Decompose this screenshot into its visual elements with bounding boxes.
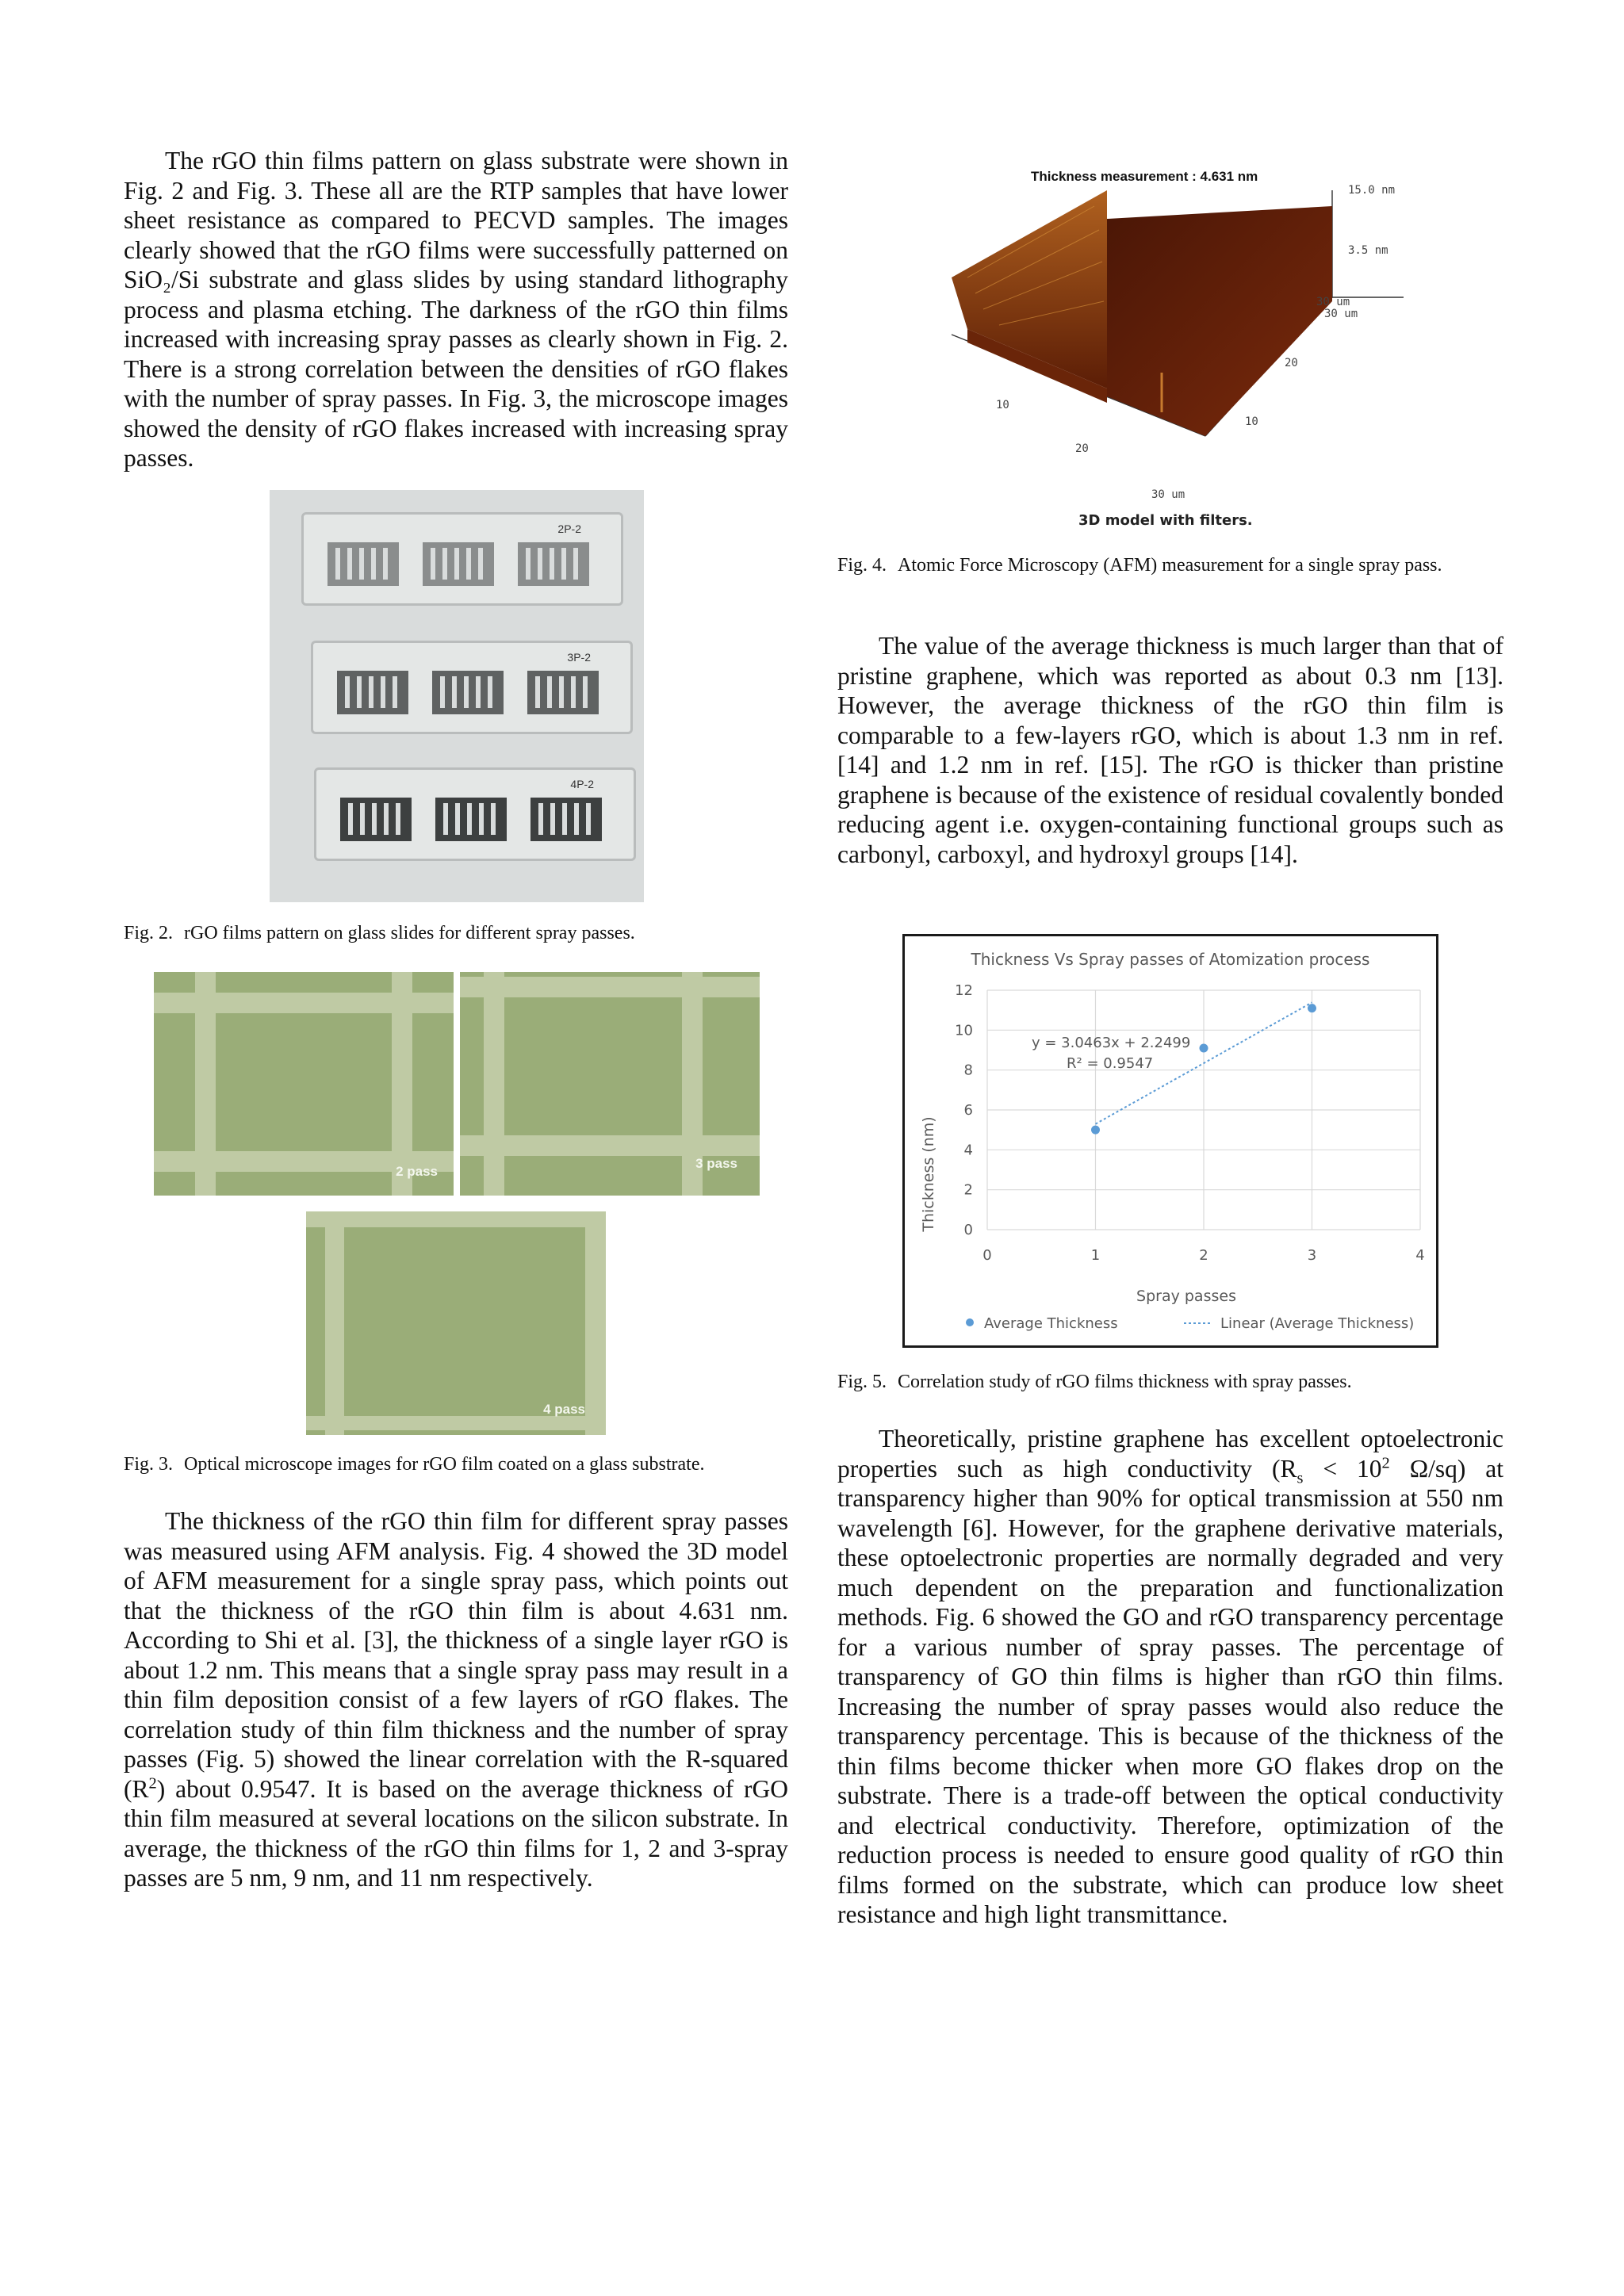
slide-label-3: 4P-2 (570, 778, 594, 790)
micrograph-3-pass (460, 972, 760, 1196)
fig2-caption (124, 921, 788, 945)
micrograph-label-3: 3 pass (695, 1156, 737, 1171)
legend-marker-average-thickness (966, 1318, 974, 1326)
fig5-caption-text: Correlation study of rGO films thickness with spray passes. (898, 1372, 1352, 1392)
afm-floor (1107, 206, 1332, 436)
z-label-mid: 3.5 nm (1348, 244, 1388, 257)
slide-1-pattern (312, 538, 613, 594)
axis-label-x-10: 10 (996, 399, 1009, 411)
micrograph-2-pass (154, 972, 454, 1196)
afm-model-caption: 3D model with filters. (1078, 512, 1253, 529)
graphene-comparison-paragraph: The value of the average thickness is much larger than that of pristine graphene, which was reported as about 0.3 nm [13]. However, the average thickness of the rGO thin film is comparable to a few-layers rGO, which is about 1.3 nm in ref. [14] and 1.2 nm in ref. [15]. The rGO is thicker than pristine graphene is because of the existence of residual covalently bonded reducing agent i.e. oxygen-containing functional groups such as carbonyl, carboxyl, and hydroxyl groups [14]. (837, 632, 1503, 868)
x-tick-label-3: 3 (1307, 1247, 1317, 1264)
slide-3-pattern (324, 794, 626, 849)
legend-label-linear: Linear (Average Thickness) (1220, 1315, 1415, 1332)
rs-subscript: s (1297, 1468, 1304, 1487)
data-point-1 (1091, 1126, 1100, 1135)
x-tick-label-0: 0 (982, 1247, 992, 1264)
trend-equation: y = 3.0463x + 2.2499 (1032, 1035, 1191, 1051)
slide-label-1: 2P-2 (557, 522, 581, 535)
y-tick-label-2: 2 (963, 1181, 973, 1199)
y-tick-label-12: 12 (955, 982, 973, 999)
x-tick-label-4: 4 (1415, 1247, 1425, 1264)
axis-label-y-10: 10 (1245, 415, 1258, 428)
y-tick-label-0: 0 (963, 1222, 973, 1238)
afm-paragraph-part-b: ) about 0.9547. It is based on the average thickness of rGO thin film measured at several locations on the silicon substrate. In average, the thickness of the rGO thin films for 1, 2 and 3-spray passes are 5 nm, 9 nm, and 11 nm respectively. (124, 1774, 788, 1892)
fig3-caption-text: Optical microscope images for rGO film coated on a glass substrate. (184, 1454, 705, 1475)
r-squared-sup: 2 (148, 1774, 157, 1792)
axis-label-y-20: 20 (1285, 357, 1298, 369)
fig3-number: Fig. 3. (124, 1454, 174, 1475)
fig2-caption-text: rGO films pattern on glass slides for different spray passes. (184, 923, 635, 943)
x-axis-label: Spray passes (1136, 1288, 1236, 1305)
x-tick-label-1: 1 (1090, 1247, 1101, 1264)
glass-slide-1 (301, 512, 623, 606)
opto-part-a: Theoretically, pristine graphene has excellent optoelectronic properties such as high conductivity (R (837, 1425, 1503, 1483)
micrograph-label-4: 4 pass (543, 1402, 585, 1417)
micrograph-4-pass (306, 1211, 606, 1435)
fig5-chart-frame (902, 934, 1438, 1348)
optoelectronic-paragraph (837, 1424, 1503, 1930)
y-tick-label-8: 8 (963, 1062, 973, 1079)
data-point-2 (1200, 1043, 1208, 1052)
axis-label-x-20: 20 (1075, 442, 1089, 455)
y-tick-label-10: 10 (955, 1022, 973, 1039)
fig4-caption (837, 553, 1503, 577)
slide-2-pattern (321, 667, 622, 722)
fig4-afm-3d-model (920, 159, 1443, 539)
fig4-number: Fig. 4. (837, 555, 887, 576)
legend-label-average-thickness: Average Thickness (984, 1315, 1118, 1332)
x-tick-label-2: 2 (1199, 1247, 1208, 1264)
y-axis-label: Thickness (nm) (920, 1116, 937, 1232)
afm-paragraph-part-a: The thickness of the rGO thin film for different spray passes was measured using AFM analysis. Fig. 4 showed the 3D model of AFM measurement for a single spray pass, which points out that the thickness of the rGO thin film is about 4.631 nm. According to Shi et al. [3], the thickness of a single layer rGO is about 1.2 nm. This means that a single spray pass may result in a thin film deposition consist of a few layers of rGO flakes. The correlation study of thin film thickness and the number of spray passes (Fig. 5) showed the linear correlation with the R-squared (R (124, 1507, 788, 1803)
fig5-caption (837, 1370, 1503, 1394)
afm-paragraph (124, 1506, 788, 1893)
glass-slide-3 (314, 767, 636, 861)
opto-part-b: < 10 (1303, 1454, 1382, 1483)
intro-paragraph: The rGO thin films pattern on glass substrate were shown in Fig. 2 and Fig. 3. These all are the RTP samples that have lower sheet resistance as compared to PECVD samples. The images clearly showed that the rGO films were successfully patterned on SiO₂/Si substrate and glass slides by using standard lithography process and plasma etching. The darkness of the rGO thin films increased with increasing spray passes as clearly shown in Fig. 2. There is a strong correlation between the densities of rGO flakes with the number of spray passes. In Fig. 3, the microscope images showed the density of rGO flakes increased with increasing spray passes. (124, 147, 788, 472)
opto-part-c: Ω/sq) at transparency higher than 90% for optical transmission at 550 nm wavelength [6]. However, for the graphene derivative materials, these optoelectronic properties are normally degraded and very much dependent on the preparation and functionalization methods. Fig. 6 showed the GO and rGO transparency percentage for a various number of spray passes. The percentage of transparency of GO thin films is higher than rGO thin films. Increasing the number of spray passes would also reduce the transparency percentage. This is because of the thickness of the thin films become thicker when more GO flakes drop on the substrate. There is a trade-off between the optical conductivity and electrical conductivity. Therefore, optimization of the reduction process is needed to ensure good quality of rGO thin films formed on the substrate, which can produce low sheet resistance and high light transmittance. (837, 1454, 1504, 1928)
data-point-3 (1308, 1004, 1316, 1012)
micrograph-label-2: 2 pass (396, 1164, 438, 1179)
fig2-number: Fig. 2. (124, 923, 174, 943)
chart-title: Thickness Vs Spray passes of Atomization process (971, 950, 1370, 969)
fig3-caption (124, 1452, 806, 1476)
y-tick-label-6: 6 (963, 1102, 973, 1119)
afm-title: Thickness measurement : 4.631 nm (1031, 169, 1258, 184)
thickness-vs-spray-passes-chart (905, 936, 1436, 1345)
slide-label-2: 3P-2 (567, 651, 591, 664)
axis-label-y-top: 30 um (1316, 296, 1350, 308)
axis-label-y-top-2: 30 um (1324, 308, 1358, 320)
glass-slide-2 (311, 641, 633, 734)
trend-r-squared: R² = 0.9547 (1067, 1055, 1154, 1072)
axis-label-x-30: 30 um (1151, 488, 1185, 501)
fig5-number: Fig. 5. (837, 1372, 887, 1392)
ten-squared-sup: 2 (1381, 1454, 1390, 1471)
z-label-top: 15.0 nm (1348, 184, 1396, 197)
fig4-caption-text: Atomic Force Microscopy (AFM) measurement for a single spray pass. (898, 555, 1442, 576)
y-tick-label-4: 4 (963, 1142, 973, 1159)
fig2-photo (270, 490, 644, 902)
